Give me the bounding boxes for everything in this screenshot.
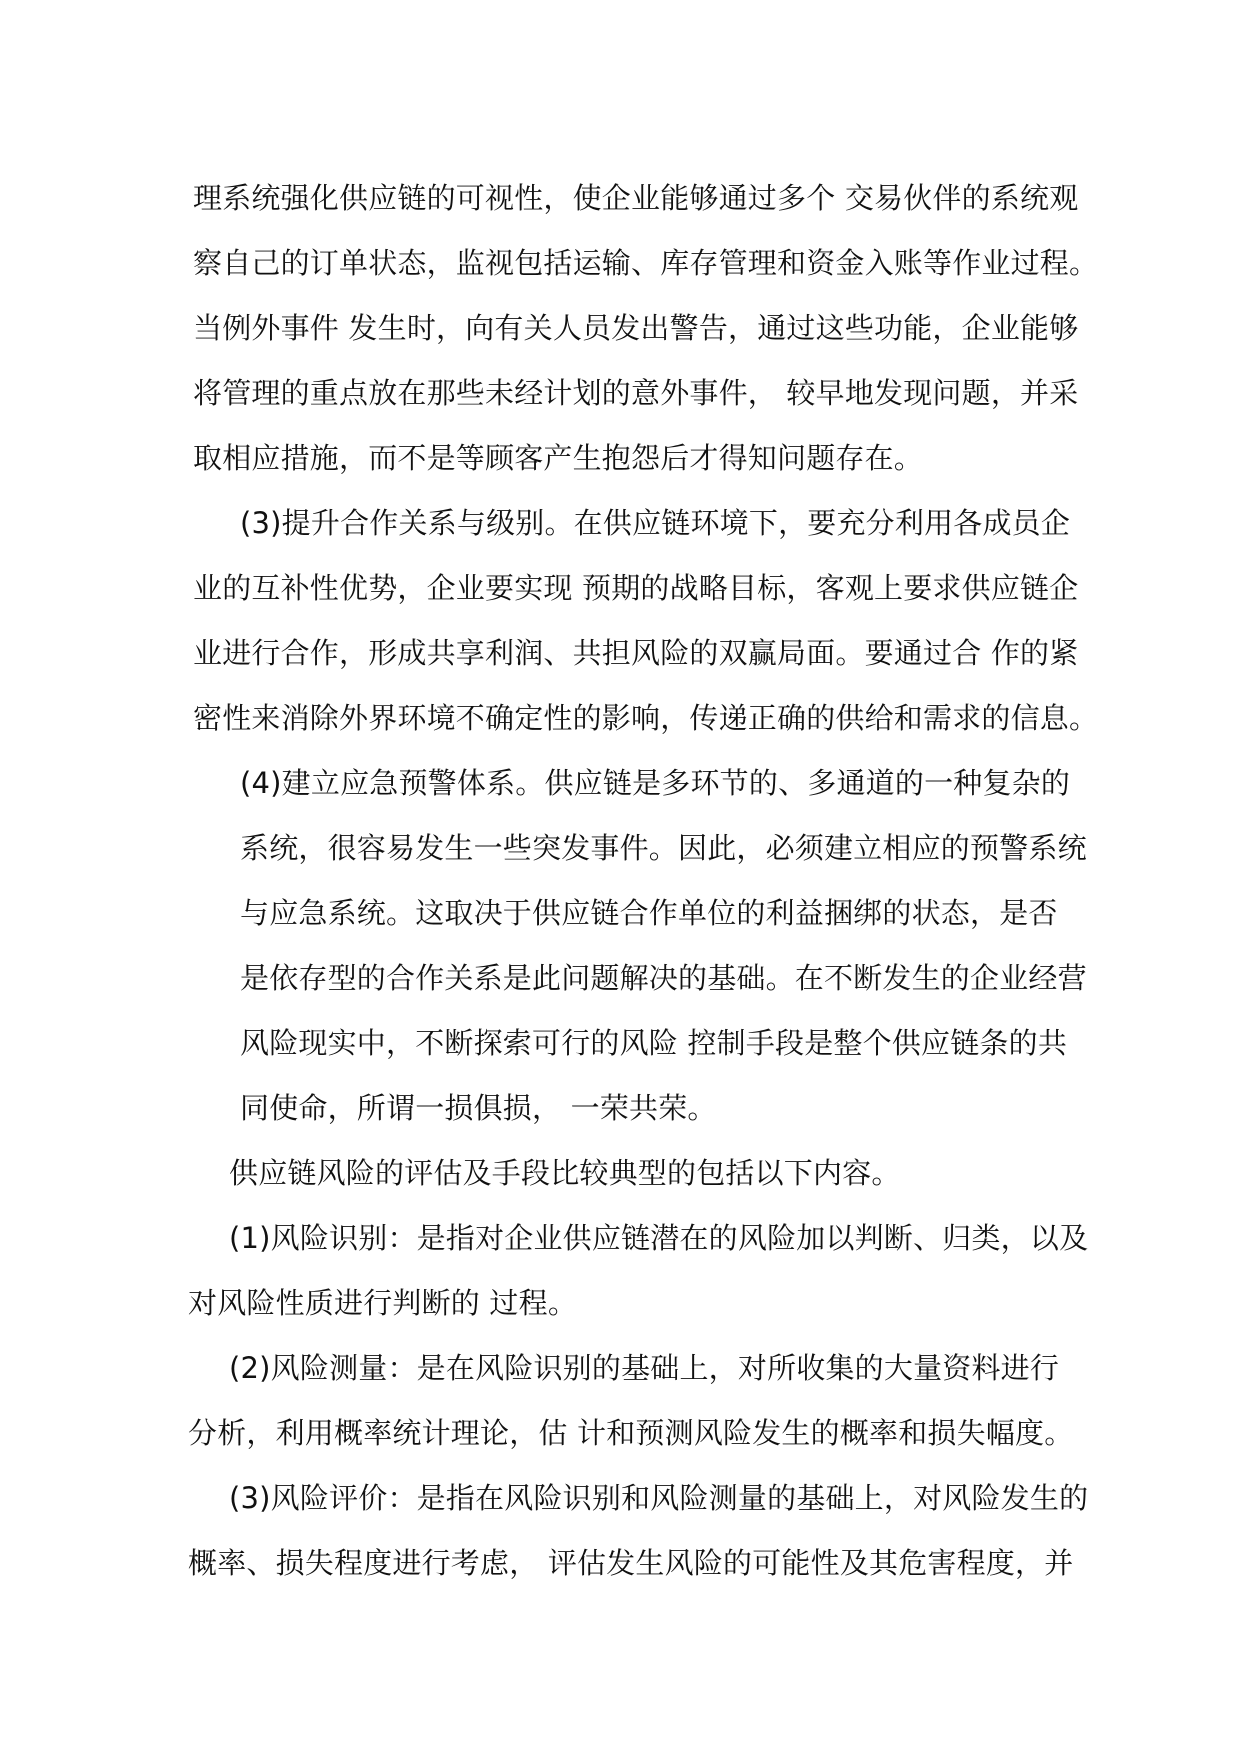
text-line-13: 是依存型的合作关系是此问题解决的基础。在不断发生的企业经营 xyxy=(240,961,1087,995)
text-line-21: (3)风险评价：是指在风险识别和风险测量的基础上，对风险发生的 xyxy=(229,1481,1089,1515)
text-line-22: 概率、损失程度进行考虑， 评估发生风险的可能性及其危害程度，并 xyxy=(188,1546,1074,1580)
text-line-5: 取相应措施，而不是等顾客产生抱怨后才得知问题存在。 xyxy=(193,441,924,475)
text-line-2: 察自己的订单状态，监视包括运输、库存管理和资金入账等作业过程。 xyxy=(193,246,1099,280)
text-line-8: 业进行合作，形成共享利润、共担风险的双赢局面。要通过合 作的紧 xyxy=(193,636,1079,670)
text-line-6: (3)提升合作关系与级别。在供应链环境下，要充分利用各成员企 xyxy=(240,506,1071,540)
text-line-14: 风险现实中，不断探索可行的风险 控制手段是整个供应链条的共 xyxy=(240,1026,1068,1060)
text-line-7: 业的互补性优势，企业要实现 预期的战略目标，客观上要求供应链企 xyxy=(193,571,1079,605)
text-line-19: (2)风险测量：是在风险识别的基础上，对所收集的大量资料进行 xyxy=(229,1351,1060,1385)
text-line-15: 同使命，所谓一损俱损， 一荣共荣。 xyxy=(240,1091,717,1125)
text-line-18: 对风险性质进行判断的 过程。 xyxy=(188,1286,578,1320)
text-line-9: 密性来消除外界环境不确定性的影响，传递正确的供给和需求的信息。 xyxy=(193,701,1099,735)
text-line-3: 当例外事件 发生时，向有关人员发出警告，通过这些功能，企业能够 xyxy=(193,311,1079,345)
text-line-10: (4)建立应急预警体系。供应链是多环节的、多通道的一种复杂的 xyxy=(240,766,1071,800)
text-line-16: 供应链风险的评估及手段比较典型的包括以下内容。 xyxy=(229,1156,901,1190)
text-line-1: 理系统强化供应链的可视性，使企业能够通过多个 交易伙伴的系统观 xyxy=(193,181,1079,215)
text-line-17: (1)风险识别：是指对企业供应链潜在的风险加以判断、归类，以及 xyxy=(229,1221,1089,1255)
text-line-11: 系统，很容易发生一些突发事件。因此，必须建立相应的预警系统 xyxy=(240,831,1087,865)
text-line-20: 分析，利用概率统计理论，估 计和预测风险发生的概率和损失幅度。 xyxy=(188,1416,1074,1450)
text-line-4: 将管理的重点放在那些未经计划的意外事件， 较早地发现问题，并采 xyxy=(193,376,1079,410)
text-line-12: 与应急系统。这取决于供应链合作单位的利益捆绑的状态，是否 xyxy=(240,896,1058,930)
